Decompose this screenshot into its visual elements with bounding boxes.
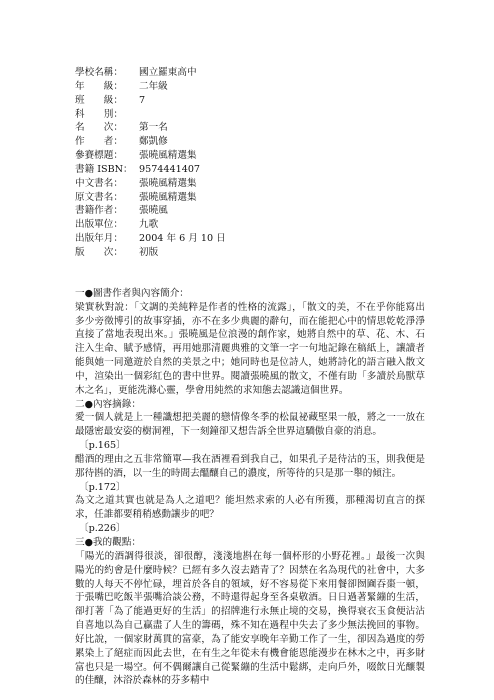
metadata-label: 作 者：	[75, 136, 123, 148]
page-reference: 〔p.226〕	[79, 523, 126, 535]
book-metadata	[75, 66, 425, 260]
metadata-row	[75, 246, 425, 260]
metadata-row	[75, 94, 425, 108]
metadata-value: 九歌	[139, 219, 159, 231]
metadata-value: 張曉風精選集	[139, 191, 197, 203]
metadata-value: 9574441407	[139, 163, 201, 175]
section-heading-excerpts: 二●內容摘錄：	[75, 398, 141, 410]
page-reference: 〔p.165〕	[79, 440, 126, 452]
intro-paragraph: 梁實秋對說：「文調的美純粹是作者的性格的流露」，「散文的美，不在乎你能寫出多少旁徵博引的故事穿插，亦不在多少典麗的辭句，而在能把心中的情思乾乾淨淨直接了當地表現出來。」張曉風是位浪漫的創作家，她將自然中的草、花、木、石注入生命、賦予感情，再用她那清麗典雅的文筆一字一句地記錄在稿紙上，讓讀者能與她一同邀遊於自然的美景之中；她同時也是位詩人，她將詩化的語言融入散文中，渲染出一個彩紅色的書中世界。閱讀張曉風的散文，不僅有助「多讀於鳥獸草木之名」，更能洗滌心靈，學會用純然的求知態去認識這個世界。	[75, 301, 425, 396]
document-page	[75, 66, 425, 688]
metadata-value: 初版	[139, 246, 159, 258]
metadata-label: 中文書名：	[75, 177, 123, 189]
excerpt-quote: 為文之道其實也就是為人之道吧？能坦然求索的人必有所獲，那種渴切直言的探求，任誰都要稍稍感動讓步的吧？	[75, 495, 425, 521]
metadata-label: 年 級：	[75, 80, 123, 92]
metadata-row	[75, 218, 425, 232]
metadata-row	[75, 204, 425, 218]
metadata-label: 名 次：	[75, 122, 123, 134]
metadata-label: 書籍 ISBN：	[75, 163, 133, 175]
metadata-row	[75, 66, 425, 80]
metadata-label: 出版單位：	[75, 219, 123, 231]
metadata-row	[75, 177, 425, 191]
metadata-value: 7	[139, 94, 146, 106]
metadata-row	[75, 80, 425, 94]
metadata-value: 張曉風	[139, 205, 168, 217]
opinion-paragraph: 「陽光的酒調得很淡，卻很醇，淺淺地斟在每一個杯形的小野花裡。」最後一次與陽光的約會是什麼時候？已經有多久沒去踏青了？因禁在名為現代的社會中，大多數的人每天不停忙碌，埋首於各自的領域，好不容易從下來用餐卻囫圇吞棗一頓，于張嘴巴吃飯半張嘴洽談公務，不時還得起身至各桌敬酒。日日過著緊繃的生活，卻打著「為了能過更好的生活」的招牌進行永無止境的交易，換得衰衣玉食便沾沾自喜地以為自己贏盡了人生的籌碼，殊不知在過程中失去了多少無法挽回的事物。好比說，一個家財萬貫的富豪，為了能安享晚年辛勤工作了一生，卻因為過度的勞累染上了絕症而因此去世，在有生之年從未有機會能恩能漫步在林木之中，再多財富也只是一場空。何不偶爾讓自己從緊繃的生活中鬆綁，走向戶外，啜飲日光釀製的佳釀，沐浴於森林的芬多精中	[75, 550, 425, 687]
metadata-label: 書籍作者：	[75, 205, 123, 217]
metadata-label: 學校名稱：	[75, 67, 123, 78]
metadata-row	[75, 232, 425, 246]
metadata-value: 鄭凱修	[139, 136, 168, 148]
metadata-row	[75, 163, 425, 177]
metadata-row	[75, 135, 425, 149]
metadata-label: 科 別：	[75, 108, 123, 120]
excerpt-quote: 愛一個人就是上一種讖想把美麗的戀情像冬季的松鼠祕藏堅果一般，將之一一放在最隱密最安姿的樹洞裡，下一刻鐘卻又想告訴全世界這驕傲自豪的消息。	[75, 412, 425, 438]
metadata-label: 出版年月：	[75, 233, 123, 245]
metadata-row	[75, 191, 425, 205]
excerpt-quote: 醋酒的理由之五非常簡單—我在酒裡看到我自己，如果孔子是待沽的玉，則我便是那待斟的酒，以一生的時間去醞釀自己的濃度，所等待的只是那一舉的傾注。	[75, 453, 425, 479]
metadata-value: 2004 年 6 月 10 日	[139, 233, 226, 245]
metadata-row	[75, 149, 425, 163]
metadata-label: 班 級：	[75, 94, 123, 106]
metadata-row	[75, 121, 425, 135]
metadata-value: 二年級	[139, 80, 168, 92]
metadata-value: 張曉風精選集	[139, 150, 197, 162]
metadata-value: 張曉風精選集	[139, 177, 197, 189]
metadata-label: 版 次：	[75, 246, 123, 258]
section-heading-opinion: 三●我的觀點：	[75, 537, 141, 548]
metadata-label: 參賽標題：	[75, 150, 123, 162]
metadata-label: 原文書名：	[75, 191, 123, 203]
metadata-value: 第一名	[139, 122, 168, 134]
page-reference: 〔p.172〕	[79, 481, 126, 493]
section-heading-intro: 一●圖書作者與內容簡介：	[75, 287, 189, 299]
metadata-value: 國立羅東高中	[139, 67, 197, 78]
metadata-row	[75, 108, 425, 122]
